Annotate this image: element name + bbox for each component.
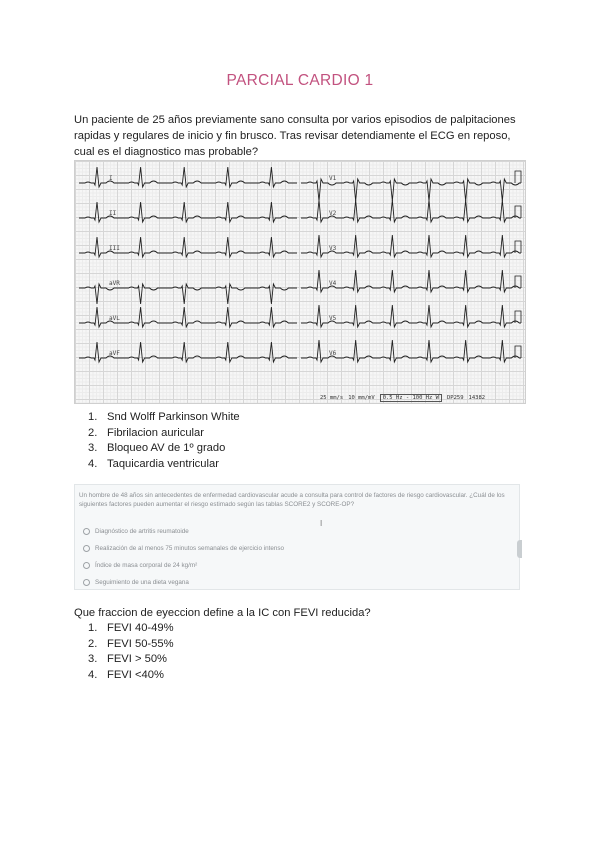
list-item: 3. Bloqueo AV de 1º grado [88, 442, 226, 454]
ecg-gain: 10 mm/mV [348, 394, 375, 401]
list-item: 2. FEVI 50-55% [88, 637, 174, 650]
list-item: 4. FEVI <40% [88, 668, 164, 681]
ecg-lead-label: V2 [329, 210, 337, 217]
embedded-option: Realización de al menos 75 minutos semanales de ejercicio intenso [83, 545, 284, 552]
radio-icon [83, 562, 90, 569]
embedded-option: Diagnóstico de artritis reumatoide [83, 528, 189, 535]
ecg-lead-label: II [109, 210, 117, 217]
ecg-lead-label: aVR [109, 280, 120, 287]
embedded-question-screenshot [74, 484, 520, 590]
question-1-options [88, 410, 240, 472]
ecg-lead-label: I [109, 175, 113, 182]
list-item: 3. FEVI > 50% [88, 653, 168, 665]
ecg-lead-label: V1 [329, 175, 337, 182]
list-item: 4. Taquicardia ventricular [88, 457, 219, 470]
ecg-code: DP259 [446, 394, 464, 401]
ecg-traces [75, 161, 526, 404]
page-title: PARCIAL CARDIO 1 [226, 72, 374, 89]
ecg-lead-label: aVL [109, 315, 120, 322]
ecg-footer [320, 392, 486, 403]
ecg-calibration-pulse [515, 171, 521, 183]
list-item: 1. Snd Wolff Parkinson White [88, 411, 240, 423]
question-2-text: Que fraccion de eyeccion define a la IC con FEVI reducida? [74, 607, 371, 619]
ecg-image [74, 160, 526, 404]
side-tab-handle [517, 540, 522, 558]
ecg-number: 14382 [468, 394, 486, 401]
text-cursor-icon: I [320, 519, 323, 528]
radio-icon [83, 545, 90, 552]
ecg-filter: 0.5 Hz - 100 Hz W [380, 394, 442, 402]
list-item: 1. FEVI 40-49% [88, 622, 174, 634]
radio-icon [83, 579, 90, 586]
question-2-options [88, 621, 174, 683]
ecg-lead-label: V4 [329, 280, 337, 287]
radio-icon [83, 528, 90, 535]
embedded-option: Índice de masa corporal de 24 kg/m² [83, 562, 197, 569]
ecg-lead-label: V3 [329, 245, 337, 252]
embedded-question-text: Un hombre de 48 años sin antecedentes de enfermedad cardiovascular acude a consulta para control de factores de riesgo cardiovascular. ¿Cuál de los siguientes factores pueden aumentar el riesgo estimado según las tablas SCORE2 y SCORE-OP? [79, 492, 505, 508]
ecg-trace [301, 179, 521, 201]
ecg-lead-label: V6 [329, 350, 337, 357]
ecg-speed: 25 mm/s [320, 394, 344, 401]
ecg-lead-label: V5 [329, 315, 337, 322]
ecg-lead-label: III [109, 245, 120, 252]
list-item: 2. Fibrilacion auricular [88, 426, 204, 439]
embedded-option: Seguimiento de una dieta vegana [83, 579, 189, 586]
ecg-trace [79, 284, 297, 304]
ecg-lead-label: aVF [109, 350, 120, 357]
question-1-text: Un paciente de 25 años previamente sano consulta por varios episodios de palpitaciones rapidas y regulares de inicio y fin brusco. Tras revisar detendiamente el ECG en reposo, cual es el diagnostico mas probable? [74, 114, 516, 158]
